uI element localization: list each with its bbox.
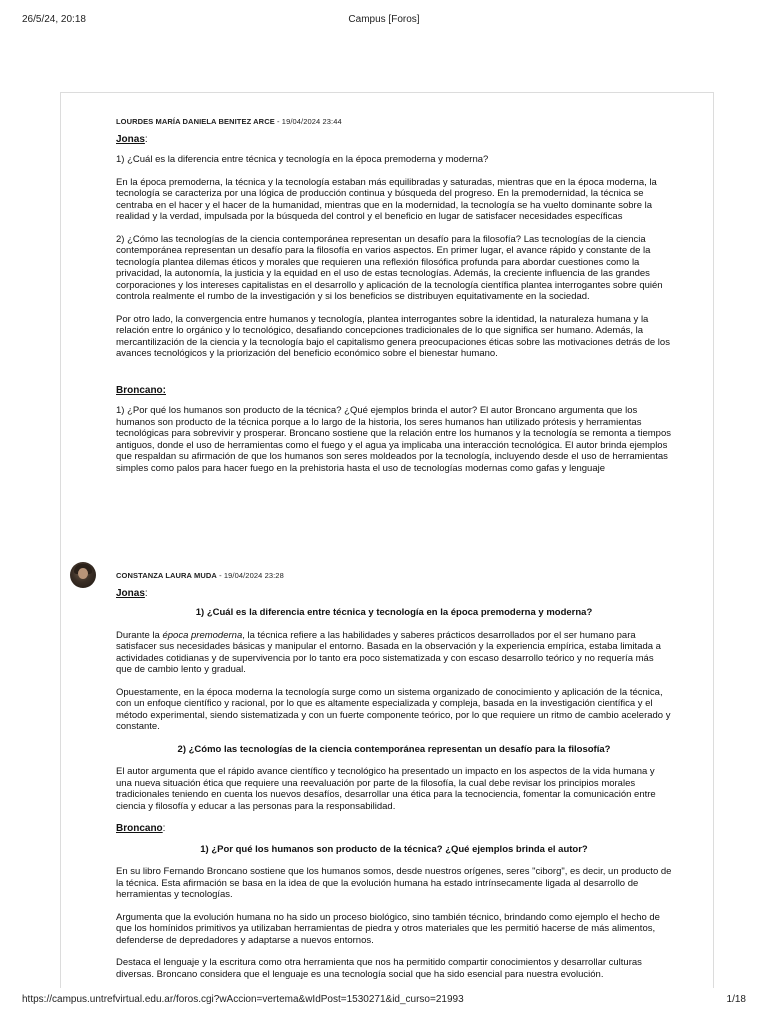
post-question: 1) ¿Cuál es la diferencia entre técnica y tecnología en la época premoderna y moderna? — [195, 607, 593, 618]
print-footer — [22, 994, 746, 1010]
post-question: 1) ¿Cuál es la diferencia entre técnica y tecnología en la época premoderna y moderna? — [116, 154, 489, 165]
section-heading-broncano: Broncano: — [116, 823, 166, 834]
section-heading-jonas: Jonas: — [116, 587, 148, 599]
post-author[interactable]: CONSTANZA LAURA MUDA — [116, 571, 217, 580]
post-paragraph: 1) ¿Por qué los humanos son producto de la técnica? ¿Qué ejemplos brinda el autor? El autor Broncano argumenta que los humanos son producto de la técnica porque a lo largo de la historia, los seres humanos han utilizado prótesis y herramientas tecnológicas para sobrevivir y prosperar. Broncano sostiene que la relación entre los humanos y la tecnología se remonta a tiempos antiguos, donde el uso de herramientas como el fuego y el agua ya implicaba una interacción tecnológica. El autor brinda ejemplos que respaldan su afirmación de que los humanos son seres moldeados por la tecnología, incluyendo desde el uso de herramientas simples como palos para hacer fuego en la prehistoria hasta el uso de tecnologías modernas como gafas y lenguaje — [116, 405, 672, 474]
section-heading-jonas: Jonas: — [116, 133, 148, 145]
spacer — [116, 371, 672, 385]
post-paragraph: Por otro lado, la convergencia entre humanos y tecnología, plantea interrogantes sobre la identidad, la naturaleza humana y la relación entre lo orgánico y lo tecnológico, desafiando concepciones tradicionales de lo que significa ser humano. Además, la mercantilización de la ciencia y la tecnología bajo el capitalismo genera preocupaciones éticas sobre las motivaciones detrás de los avances tecnológicos y la priorización del beneficio económico sobre el bienestar humano. — [116, 313, 670, 359]
post-paragraph: El autor argumenta que el rápido avance científico y tecnológico ha presentado un impacto en los aspectos de la vida humana y una nueva situación ética que requiere una reevaluación por parte de la filosofía, la cual debe revisar los principios morales tradicionales teniendo en cuenta los nuevos desafíos, desarrollar una ética para la tecnociencia, fomentar la comunicación entre ciencia y filosofía y educar a las personas para la responsabilidad. — [116, 766, 656, 812]
post-paragraph: Opuestamente, en la época moderna la tecnología surge como un sistema organizado de conocimiento y aplicación de la técnica, con un enfoque científico y racional, por lo que es altamente especializada y compleja, basada en la investigación científica y el método experimental, siendo sistematizada y con un fuerte componente teórico, por lo que requiere un ritmo de cambio acelerado y constante. — [116, 686, 671, 732]
post-meta — [116, 116, 672, 128]
post-paragraph: Durante la época premoderna, la técnica refiere a las habilidades y saberes prácticos desarrollados por el ser humano para satisfacer sus necesidades básicas y manipular el entorno. Basada en la observación y la experiencia empírica, estaba limitada a actividades cotidianas y de supervivencia por lo tanto era poco sistematizada y con escaso desarrollo teórico y no requería más que de cambio lento y gradual. — [116, 629, 661, 675]
post-meta — [116, 570, 672, 582]
post-question: 1) ¿Por qué los humanos son producto de la técnica? ¿Qué ejemplos brinda el autor? — [200, 843, 588, 855]
section-heading-broncano: Broncano: — [116, 384, 166, 396]
post-paragraph: En su libro Fernando Broncano sostiene que los humanos somos, desde nuestros orígenes, seres "ciborg", es decir, un producto de la técnica. Esta afirmación se basa en la idea de que la evolución humana ha estado intrínsecamente ligada al desarrollo de herramientas y tecnologías. — [116, 866, 672, 900]
page-number: 1/18 — [726, 994, 746, 1005]
forum-post — [116, 116, 672, 485]
post-timestamp: - 19/04/2024 23:44 — [274, 117, 342, 126]
forum-post — [116, 570, 672, 991]
post-question: 2) ¿Cómo las tecnologías de la ciencia contemporánea representan un desafío para la filosofía? — [177, 743, 611, 755]
print-header — [22, 14, 746, 30]
print-title: Campus [Foros] — [348, 14, 420, 25]
post-paragraph: En la época premoderna, la técnica y la tecnología estaban más equilibradas y saturadas, mientras que en la época moderna, la tecnología se caracteriza por una lógica de producción continua y búsqueda del progreso. En la premodernidad, la técnica se centraba en el hacer y el hacer de la humanidad, mientras que en la modernidad, la tecnología se ha vuelto dominante sobre la realidad y la verdad, impulsada por la búsqueda del control y el beneficio en lugar de satisfacer necesidades específicas — [116, 176, 657, 222]
print-date: 26/5/24, 20:18 — [22, 14, 86, 25]
print-url: https://campus.untrefvirtual.edu.ar/foros.cgi?wAccion=vertema&wIdPost=1530271&id_curso=21993 — [22, 994, 464, 1005]
post-author[interactable]: LOURDES MARÍA DANIELA BENITEZ ARCE — [116, 117, 275, 126]
post-paragraph: Argumenta que la evolución humana no ha sido un proceso biológico, sino también técnico, brindando como ejemplo el hecho de que los homínidos primitivos ya utilizaban herramientas de piedra y otros materiales que les permitió hacerse de más alimentos, defenderse de depredadores y adaptarse a nuevos entornos. — [116, 911, 660, 946]
avatar-face — [78, 568, 88, 579]
post-paragraph: Destaca el lenguaje y la escritura como otra herramienta que nos ha permitido compartir conocimientos y desarrollar culturas diversas. Broncano considera que el lenguaje es una tecnología social que ha sido esencial para nuestra evolución. — [116, 957, 642, 980]
avatar — [70, 562, 96, 588]
post-timestamp: - 19/04/2024 23:28 — [216, 571, 284, 580]
post-paragraph: 2) ¿Cómo las tecnologías de la ciencia contemporánea representan un desafío para la filosofía? Las tecnologías de la ciencia contemporánea representan un desafío para la filosofía en varios aspectos. En primer lugar, el avance rápido y constante de la tecnología plantea dilemas éticos y morales que requieren una reflexión filosófica profunda para abordar cuestiones como la privacidad, la autonomía, la justicia y la equidad en el uso de estas tecnologías. Además, la creciente influencia de las grandes corporaciones y los intereses capitalistas en el desarrollo y aplicación de la tecnología científica plantea interrogantes sobre quién controla realmente el rumbo de la investigación y si los beneficios se distribuyen equitativamente en la sociedad. — [116, 233, 663, 302]
